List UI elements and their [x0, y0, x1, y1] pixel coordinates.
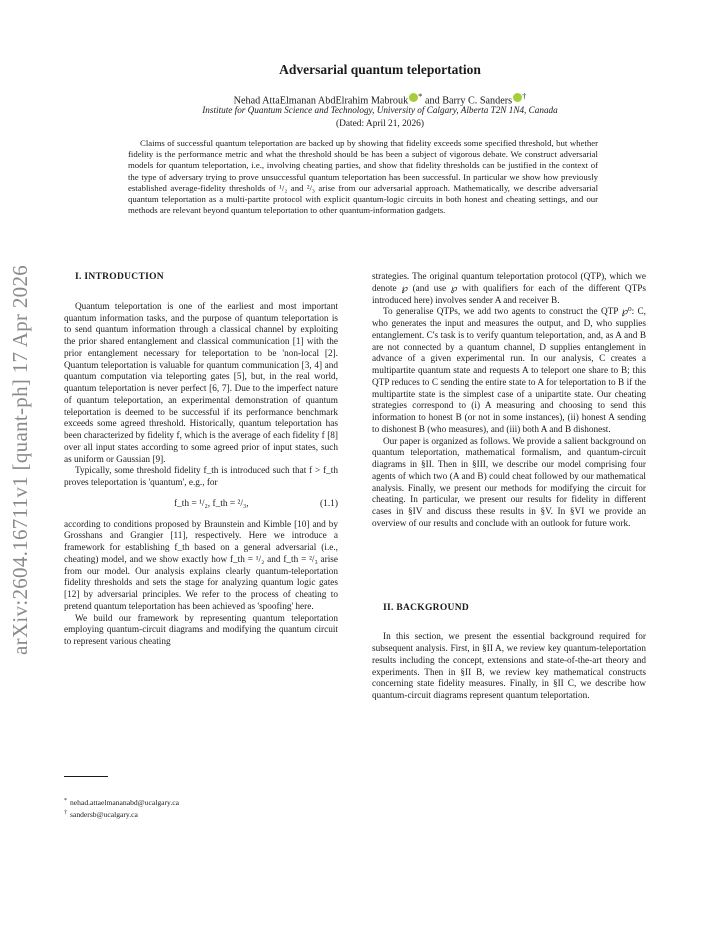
- section-heading-introduction: I. INTRODUCTION: [75, 272, 164, 282]
- arxiv-stamp: [0, 0, 58, 932]
- orcid-icon[interactable]: [513, 93, 522, 102]
- orcid-icon[interactable]: [409, 93, 418, 102]
- footnotes: [64, 796, 338, 820]
- paragraph: Quantum teleportation is one of the earliest and most important quantum information tasks, and the purpose of quantum teleportation is to send quantum information through a classical channel by exploiting the prior shared entanglement and classical communication [1] with the prior entanglement necessary for teleportation to be 'non-local [2]. Quantum teleportation is valuable for quantum communication [3, 4] and quantum computation via teleporting gates [5], but, in the real world, quantum teleportation is never perfect [6, 7]. Due to the imperfect nature of quantum teleportation, an experimental demonstration of quantum teleportation is deemed to be successful if its performance benchmark exceeds some agreed threshold. Historically, quantum teleportation has been characterized by fidelity f, which is the average of each fidelity f [8] over all input states according to some agreed prior of input states, such as uniform or Gaussian [9].: [64, 301, 338, 465]
- author-1: Nehad AttaElmanan AbdElrahim Mabrouk: [233, 95, 409, 107]
- paragraph: Typically, some threshold fidelity f_th is introduced such that f > f_th proves teleportation is 'quantum', e.g., for: [64, 466, 338, 488]
- footnote: † sandersb@ucalgary.ca: [64, 810, 138, 819]
- author-2-mark: †: [522, 91, 527, 101]
- equation-1-1: [64, 499, 338, 511]
- equation-number: (1.1): [320, 498, 338, 509]
- arxiv-identifier: arXiv:2604.16711v1 [quant-ph] 17 Apr 2026: [8, 264, 32, 655]
- affiliation: Institute for Quantum Science and Technology, University of Calgary, Alberta T2N 1N4, Canada: [202, 105, 558, 115]
- paragraph: We build our framework by representing quantum teleportation employing quantum-circuit diagrams and modifying the quantum circuit to represent various cheating: [64, 613, 338, 647]
- right-column: [372, 272, 646, 703]
- equation-body: f_th = ¹/₂, f_th = ²/₃,: [174, 498, 249, 509]
- section-heading-background: II. BACKGROUND: [383, 602, 470, 613]
- abstract: Claims of successful quantum teleportation are backed up by showing that fidelity exceeds some specified threshold, but whether fidelity is the performance metric and what the threshold should be has been a subject of vigorous debate. We construct adversarial models for quantum teleportation, i.e., involving cheating parties, and show that fidelity thresholds can be justified in the context of the type of adversary trying to prove unsuccessful quantum teleportation has been successful. In particular we show how previously established average-fidelity thresholds of ¹/₂ and ²/₃ arise from our adversarial approach. Mathematically, we describe adversarial quantum teleportation as a multi-partite protocol with explicit quantum-logic circuits in both honest and cheating settings, and our methods are relevant beyond quantum teleportation to other quantum-information gadgets.: [128, 138, 598, 216]
- paragraph: strategies. The original quantum teleportation protocol (QTP), which we denote ℘ (and use ℘ with qualifiers for each of the different QTPs introduced here) involves sender A and receiver B.: [372, 272, 646, 306]
- paragraph: according to conditions proposed by Braunstein and Kimble [10] and by Grosshans and Grangier [11], respectively. Here we introduce a framework for establishing f_th based on a general adversarial (i.e., cheating) model, and we show exactly how f_th = ¹/₂ and f_th = ²/₃ arise from our model. Our analysis explains clearly quantum-teleportation fidelity thresholds and sets the stage for analyzing quantum logic gates [12] by adversarial principles. We refer to the process of cheating to pretend quantum teleportation has been achieved as 'spoofing' here.: [64, 519, 338, 612]
- paragraph: In this section, we present the essential background required for subsequent analysis. First, in §II A, we review key quantum-teleportation results including the concept, extensions and state-of-the-art theory and experiments. Then in §II B, we review key mathematical constructs concerning state fidelity measures. Finally, in §II C, we describe how quantum-circuit diagrams represent quantum teleportation.: [372, 632, 646, 701]
- author-1-mark: *: [418, 91, 423, 101]
- author-2: and Barry C. Sanders: [422, 95, 513, 107]
- footnote-email-link[interactable]: sandersb@ucalgary.ca: [70, 810, 138, 819]
- paragraph: Our paper is organized as follows. We provide a salient background on quantum teleportation, mathematical formalism, and quantum-circuit diagrams in §II. Then in §III, we describe our model comprising four agents of which two (A and B) could cheat followed by our mathematical analysis. Finally, we present our methods for modifying the circuit for cheating. In particular, we present our results for fidelity in different cases in §IV and discuss these results in §V. In §VI we provide an overview of our results and conclude with an outlook for future work.: [372, 436, 646, 529]
- left-column: [64, 272, 338, 649]
- footnote: * nehad.attaelmananabd@ucalgary.ca: [64, 798, 179, 807]
- footnote-rule: [64, 776, 108, 777]
- footnote-email-link[interactable]: nehad.attaelmananabd@ucalgary.ca: [70, 798, 179, 807]
- paragraph: To generalise QTPs, we add two agents to construct the QTP ℘⁰: C, who generates the input and measures the output, and D, who supplies entanglement. C's task is to verify quantum teleportation, and, as A and B are not connected by a quantum channel, D supplies entanglement in advance of a given experimental run. In our analysis, C creates a multipartite quantum state and requests A to teleport one share to B; this QTP reduces to C sending the entire state to A for teleportation to B if the multipartite state is the simplest case of a unipartite state. Our cheating strategies correspond to (i) A measuring and choosing to send this information to honest B (or not in some instances), (ii) honest A sending to dishonest B (who measures), and (iii) both A and B dishonest.: [372, 307, 646, 435]
- paper-title: Adversarial quantum teleportation: [279, 62, 481, 77]
- date-line: (Dated: April 21, 2026): [335, 119, 424, 129]
